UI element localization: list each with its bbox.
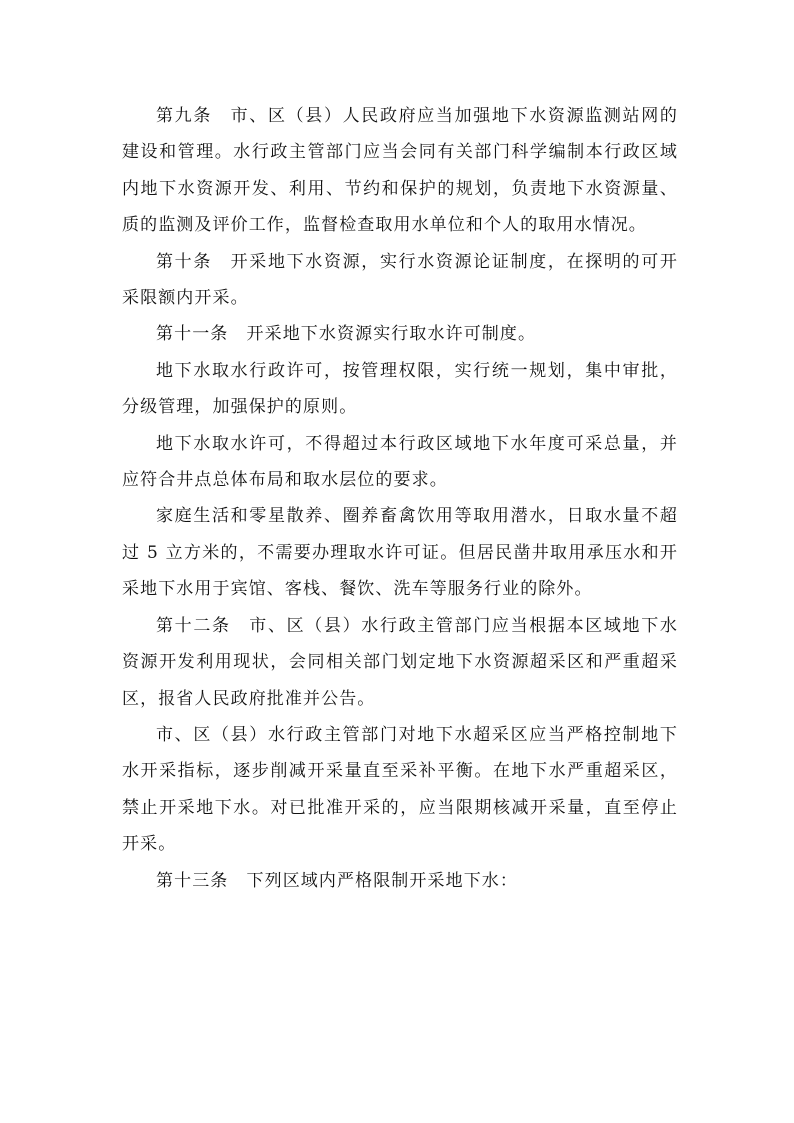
paragraph-article-9: 第九条 市、区（县）人民政府应当加强地下水资源监测站网的建设和管理。水行政主管部门应当会同有关部门科学编制本行政区域内地下水资源开发、利用、节约和保护的规划，负责地下水资源量、质的监测及评价工作，监督检查取用水单位和个人的取用水情况。 — [122, 106, 678, 236]
document-body — [122, 98, 678, 899]
paragraph-article-10: 第十条 开采地下水资源，实行水资源论证制度，在探明的可开采限额内开采。 — [122, 251, 678, 309]
paragraph-article-11-clause-3: 家庭生活和零星散养、圈养畜禽饮用等取用潜水，日取水量不超过 5 立方米的，不需要办理取水许可证。但居民凿井取用承压水和开采地下水用于宾馆、客栈、餐饮、洗车等服务行业的除外。 — [122, 506, 678, 600]
paragraph-article-11-clause-2: 地下水取水许可，不得超过本行政区域地下水年度可采总量，并应符合井点总体布局和取水层位的要求。 — [122, 433, 678, 491]
paragraph-article-12-clause-1: 市、区（县）水行政主管部门对地下水超采区应当严格控制地下水开采指标，逐步削减开采量直至采补平衡。在地下水严重超采区，禁止开采地下水。对已批准开采的，应当限期核减开采量，直至停止开采。 — [122, 724, 678, 855]
paragraph-article-13: 第十三条 下列区域内严格限制开采地下水： — [156, 870, 518, 891]
paragraph-article-12: 第十二条 市、区（县）水行政主管部门应当根据本区域地下水资源开发利用现状，会同相关部门划定地下水资源超采区和严重超采区，报省人民政府批准并公告。 — [122, 615, 678, 709]
paragraph-article-11: 第十一条 开采地下水资源实行取水许可制度。 — [156, 324, 537, 345]
paragraph-article-11-clause-1: 地下水取水行政许可，按管理权限，实行统一规划，集中审批，分级管理，加强保护的原则。 — [122, 360, 678, 418]
